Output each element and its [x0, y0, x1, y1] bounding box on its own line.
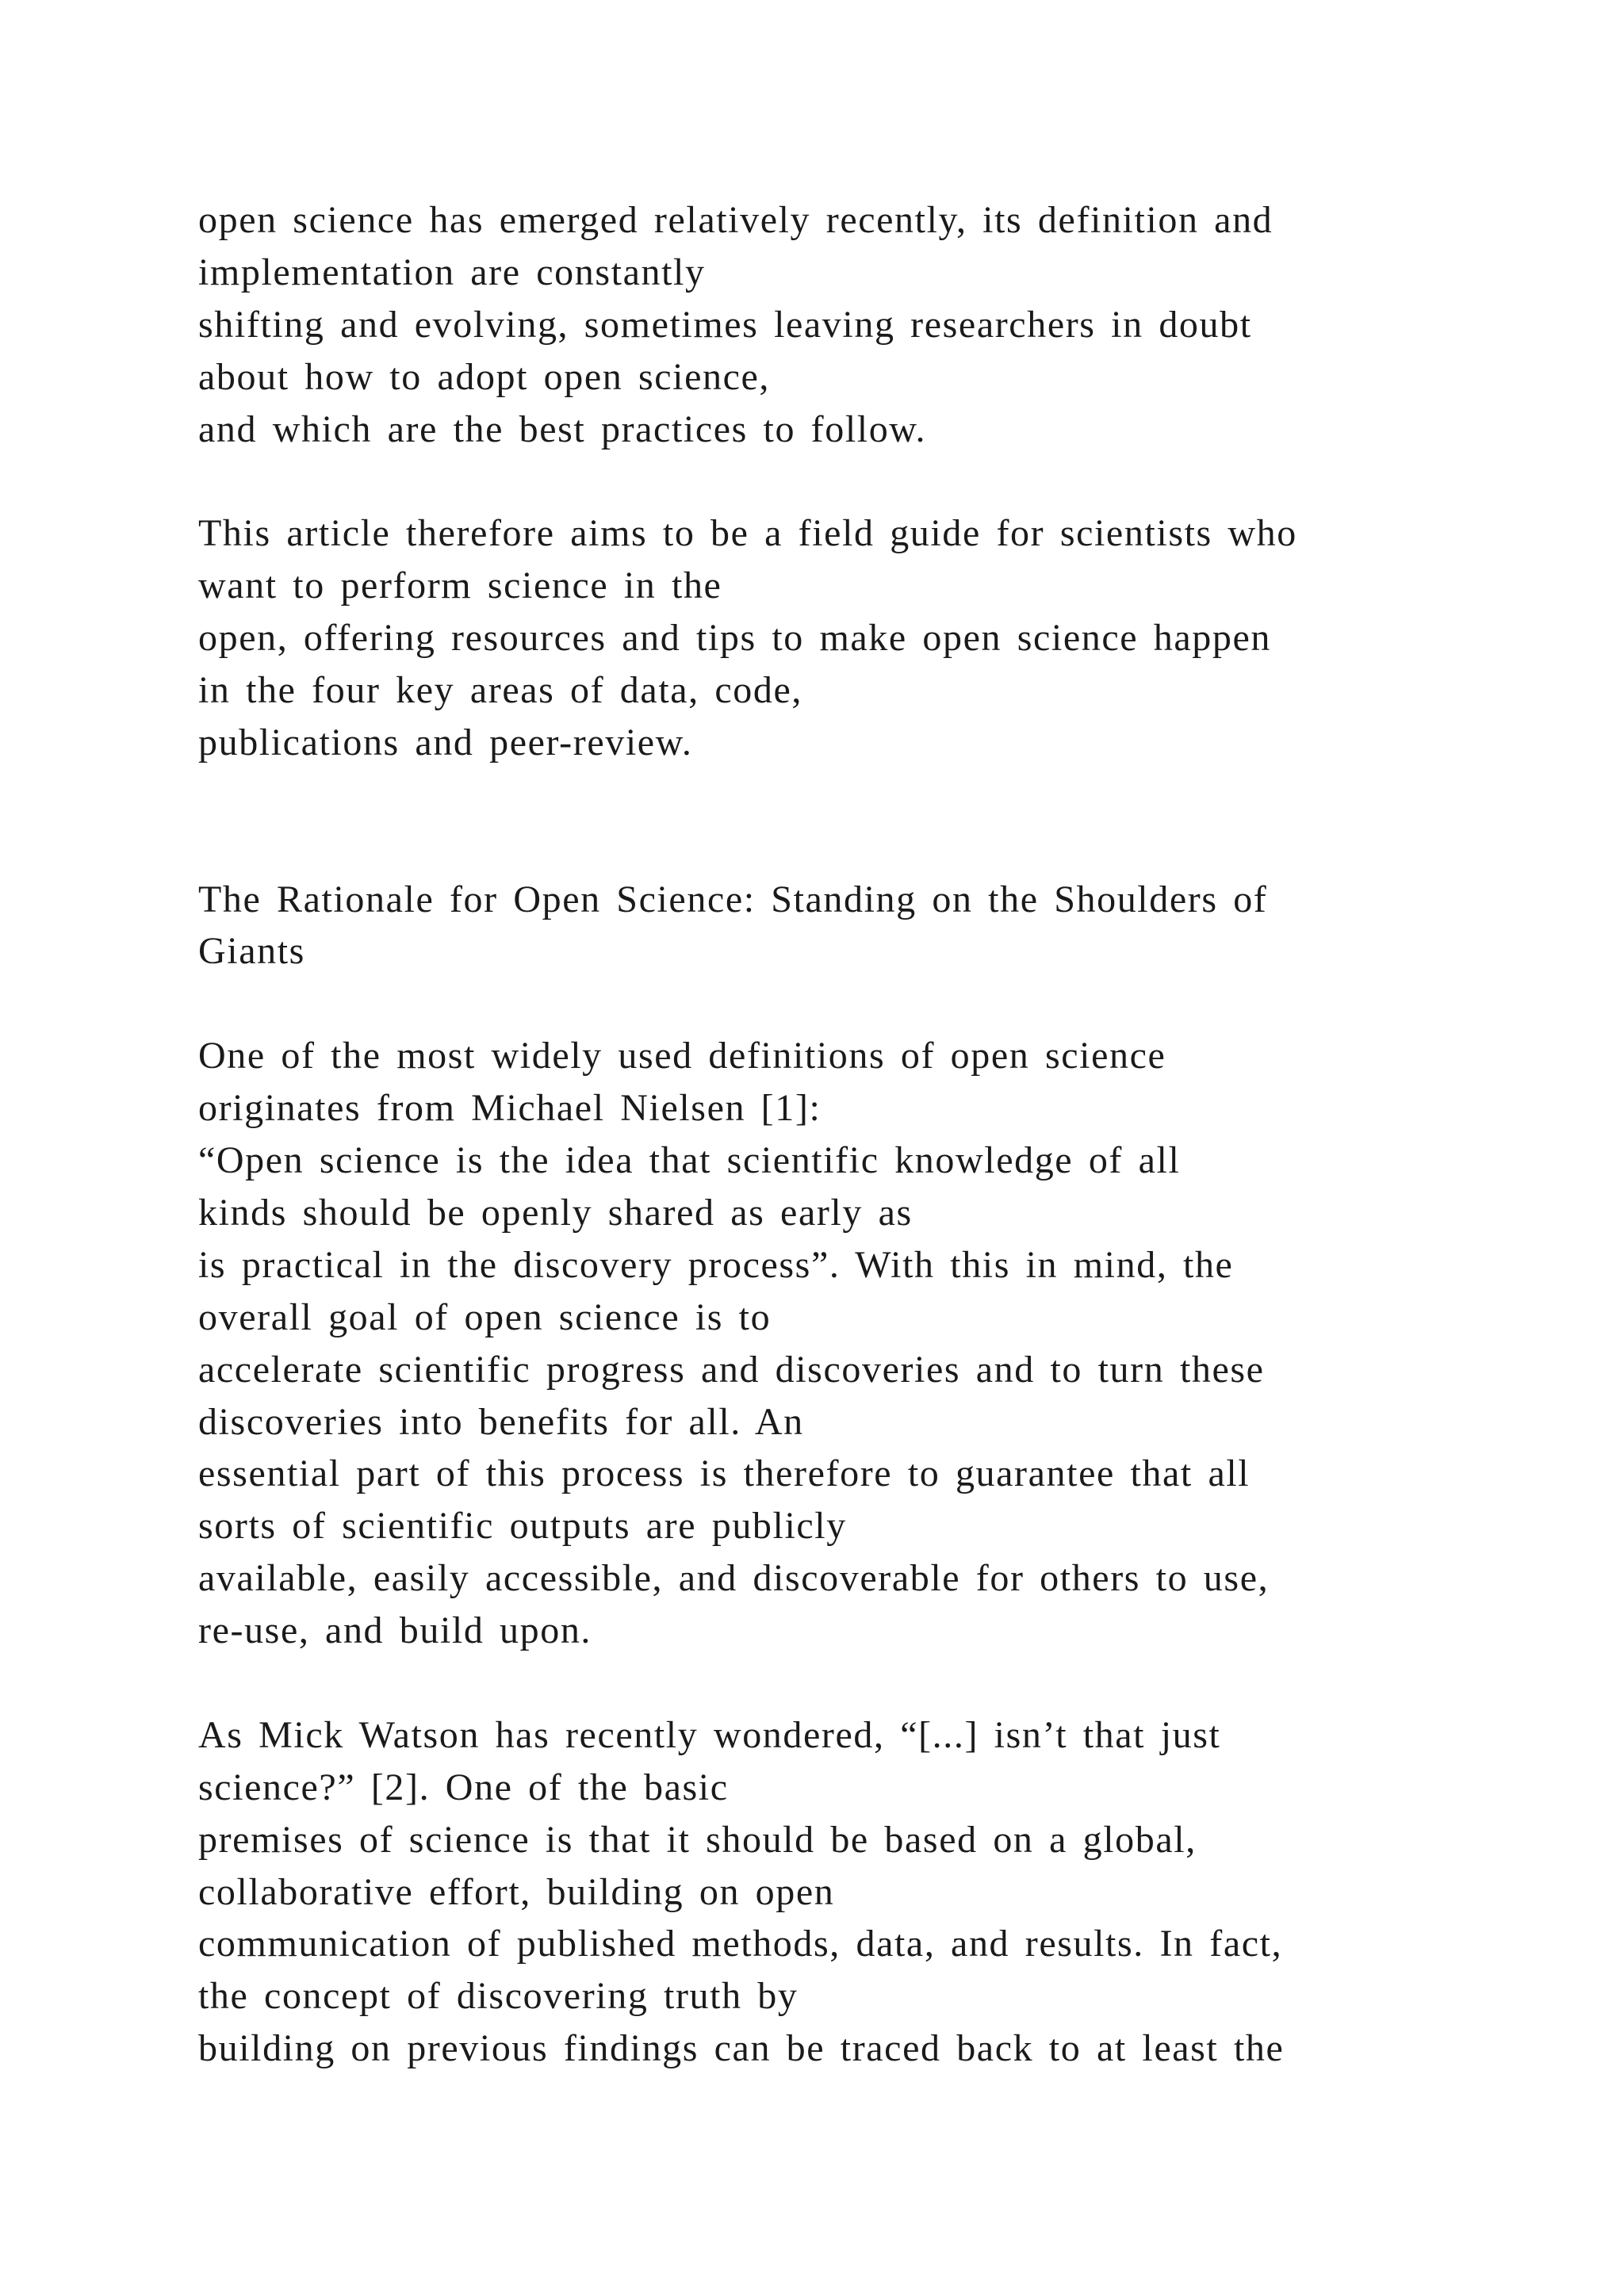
text-line: discoveries into benefits for all. An — [198, 1400, 804, 1443]
text-line: about how to adopt open science, — [198, 355, 771, 398]
text-line: originates from Michael Nielsen [1]: — [198, 1087, 822, 1130]
text-line: science?” [2]. One of the basic — [198, 1766, 729, 1808]
text-line: publications and peer-review. — [198, 721, 693, 763]
text-line: in the four key areas of data, code, — [198, 669, 802, 712]
text-line: the concept of discovering truth by — [198, 1975, 799, 2018]
paragraph-definition — [198, 1030, 1483, 1657]
section-heading — [198, 874, 1483, 978]
paragraph-intro-end — [198, 194, 1483, 455]
heading-line: Giants — [198, 930, 305, 973]
paragraph-article-aim — [198, 507, 1483, 768]
text-line: re-use, and build upon. — [198, 1609, 592, 1652]
document-body — [198, 194, 1483, 2075]
text-line: essential part of this process is therefore to guarantee that all — [198, 1452, 1251, 1495]
text-line: implementation are constantly — [198, 251, 706, 293]
text-line: sorts of scientific outputs are publicly — [198, 1505, 847, 1548]
text-line: This article therefore aims to be a field guide for scientists who — [198, 512, 1297, 555]
text-line: kinds should be openly shared as early as — [198, 1191, 913, 1234]
section-gap — [198, 769, 1483, 874]
text-line: open science has emerged relatively recently, its definition and — [198, 199, 1274, 241]
paragraph-watson — [198, 1709, 1483, 2075]
paragraph-gap — [198, 455, 1483, 507]
text-line: collaborative effort, building on open — [198, 1870, 835, 1913]
heading-line: The Rationale for Open Science: Standing on the Shoulders of — [198, 878, 1268, 920]
text-line: As Mick Watson has recently wondered, “[...] isn’t that just — [198, 1713, 1221, 1756]
text-line: accelerate scientific progress and discoveries and to turn these — [198, 1348, 1265, 1391]
text-line: shifting and evolving, sometimes leaving researchers in doubt — [198, 303, 1252, 346]
text-line: “Open science is the idea that scientific knowledge of all — [198, 1139, 1181, 1182]
text-line: available, easily accessible, and discoverable for others to use, — [198, 1557, 1270, 1600]
text-line: and which are the best practices to follow. — [198, 408, 927, 450]
text-line: communication of published methods, data, and results. In fact, — [198, 1923, 1283, 1965]
paragraph-gap — [198, 1657, 1483, 1709]
text-line: building on previous findings can be traced back to at least the — [198, 2027, 1285, 2070]
text-line: premises of science is that it should be based on a global, — [198, 1818, 1197, 1861]
text-line: overall goal of open science is to — [198, 1295, 772, 1338]
text-line: is practical in the discovery process”. With this in mind, the — [198, 1243, 1234, 1286]
paragraph-gap — [198, 978, 1483, 1030]
text-line: One of the most widely used definitions of open science — [198, 1035, 1166, 1077]
text-line: open, offering resources and tips to make open science happen — [198, 617, 1271, 660]
text-line: want to perform science in the — [198, 564, 722, 607]
